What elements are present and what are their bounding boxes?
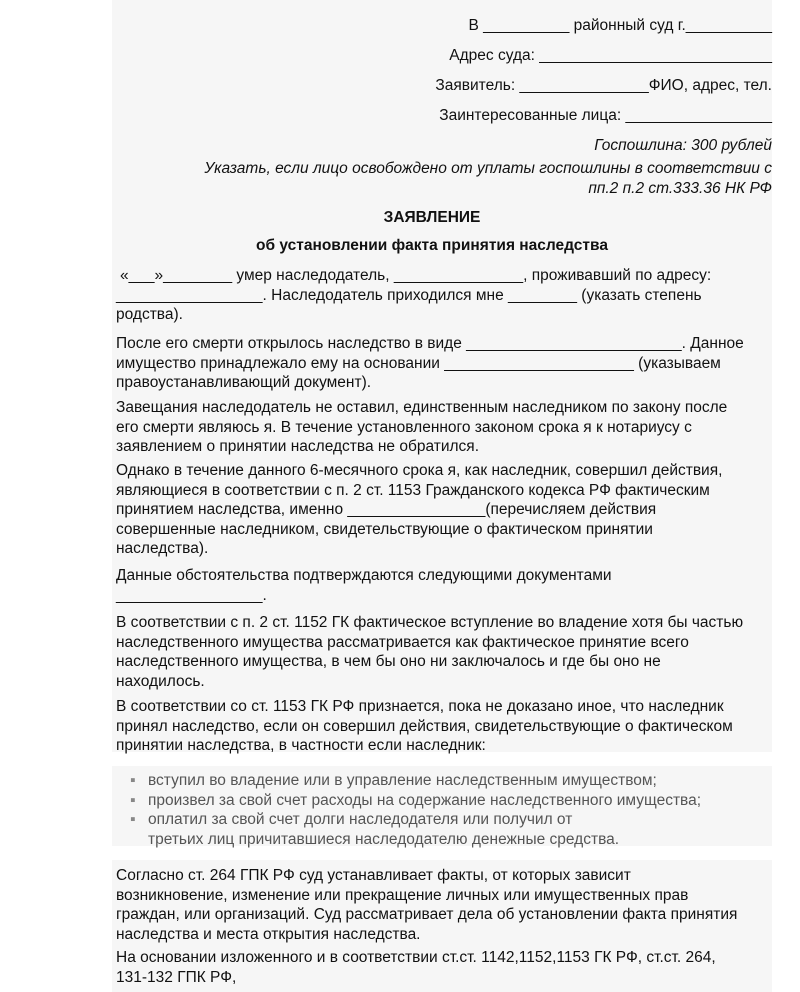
paragraph: Данные обстоятельства подтверждаются следующими документами _________________. [116,567,612,604]
bullet-list [130,771,750,849]
bullet-icon: ▪ [130,772,136,789]
document-title: ЗАЯВЛЕНИЕ [383,209,481,226]
list-item [130,810,750,849]
state-fee-line: Госпошлина: 300 рублей [594,137,772,154]
paragraph: «___»________ умер наследодатель, _______________, проживавший по адресу: _________________. Наследодатель приходился мне ________ (указать степень родства). [116,267,712,323]
list-item [130,771,750,791]
list-item [130,791,750,811]
list-item-text: оплатил за свой счет долги наследодателя или получил от третьих лиц причитавшиеся наследодателю денежные средства. [148,811,620,848]
paragraph: В соответствии с п. 2 ст. 1152 ГК фактическое вступление во владение хотя бы частью наследственного имущества рассматривается как фактическое принятие всего наследственного имущества, в чем бы оно ни заключалось и где бы оно не находилось. [116,614,744,690]
paragraph: Завещания наследодатель не оставил, единственным наследником по закону после его смерти являюсь я. В течение установленного законом срока я к нотариусу с заявлением о принятии наследства не обратился. [116,399,728,455]
court-line: В __________ районный суд г.__________ [468,17,772,34]
paragraph: На основании изложенного и в соответствии ст.ст. 1142,1152,1153 ГК РФ, ст.ст. 264, 131-132 ГПК РФ, [116,949,716,986]
bullet-icon: ▪ [130,811,136,828]
paragraph: Однако в течение данного 6-месячного срока я, как наследник, совершил действия, являющиеся в соответствии с п. 2 ст. 1153 Гражданского кодекса РФ фактическим принятием наследства, именно ________________(перечисляем действия совершенные наследником, свидетельствующие о фактическом принятии наследства). [116,462,723,557]
paragraph: Согласно ст. 264 ГПК РФ суд устанавливает факты, от которых зависит возникновение, изменение или прекращение личных или имущественных прав граждан, или организаций. Суд рассматривает дела об установлении факта принятия наследства и места открытия наследства. [116,867,738,943]
paragraph: В соответствии со ст. 1153 ГК РФ признается, пока не доказано иное, что наследник принял наследство, если он совершил действия, свидетельствующие о фактическом принятии наследства, в частности если наследник: [116,698,733,754]
document-subtitle: об установлении факта принятия наследства [256,237,608,254]
interested-parties-line: Заинтересованные лица: _________________ [439,107,772,124]
paragraph: После его смерти открылось наследство в виде _________________________. Данное имущество принадлежало ему на основании ______________________ (указываем правоустанавливающий документ). [116,335,744,391]
court-address-line: Адрес суда: ___________________________ [449,47,772,64]
applicant-line: Заявитель: _______________ФИО, адрес, тел. [435,77,772,94]
list-item-text: вступил во владение или в управление наследственным имуществом; [148,772,657,789]
bullet-icon: ▪ [130,791,136,809]
list-item-text: произвел за свой счет расходы на содержание наследственного имущества; [148,791,702,809]
fee-exemption-line-2: пп.2 п.2 ст.333.36 НК РФ [588,180,772,197]
fee-exemption-line-1: Указать, если лицо освобождено от уплаты госпошлины в соответствии с [204,160,772,177]
